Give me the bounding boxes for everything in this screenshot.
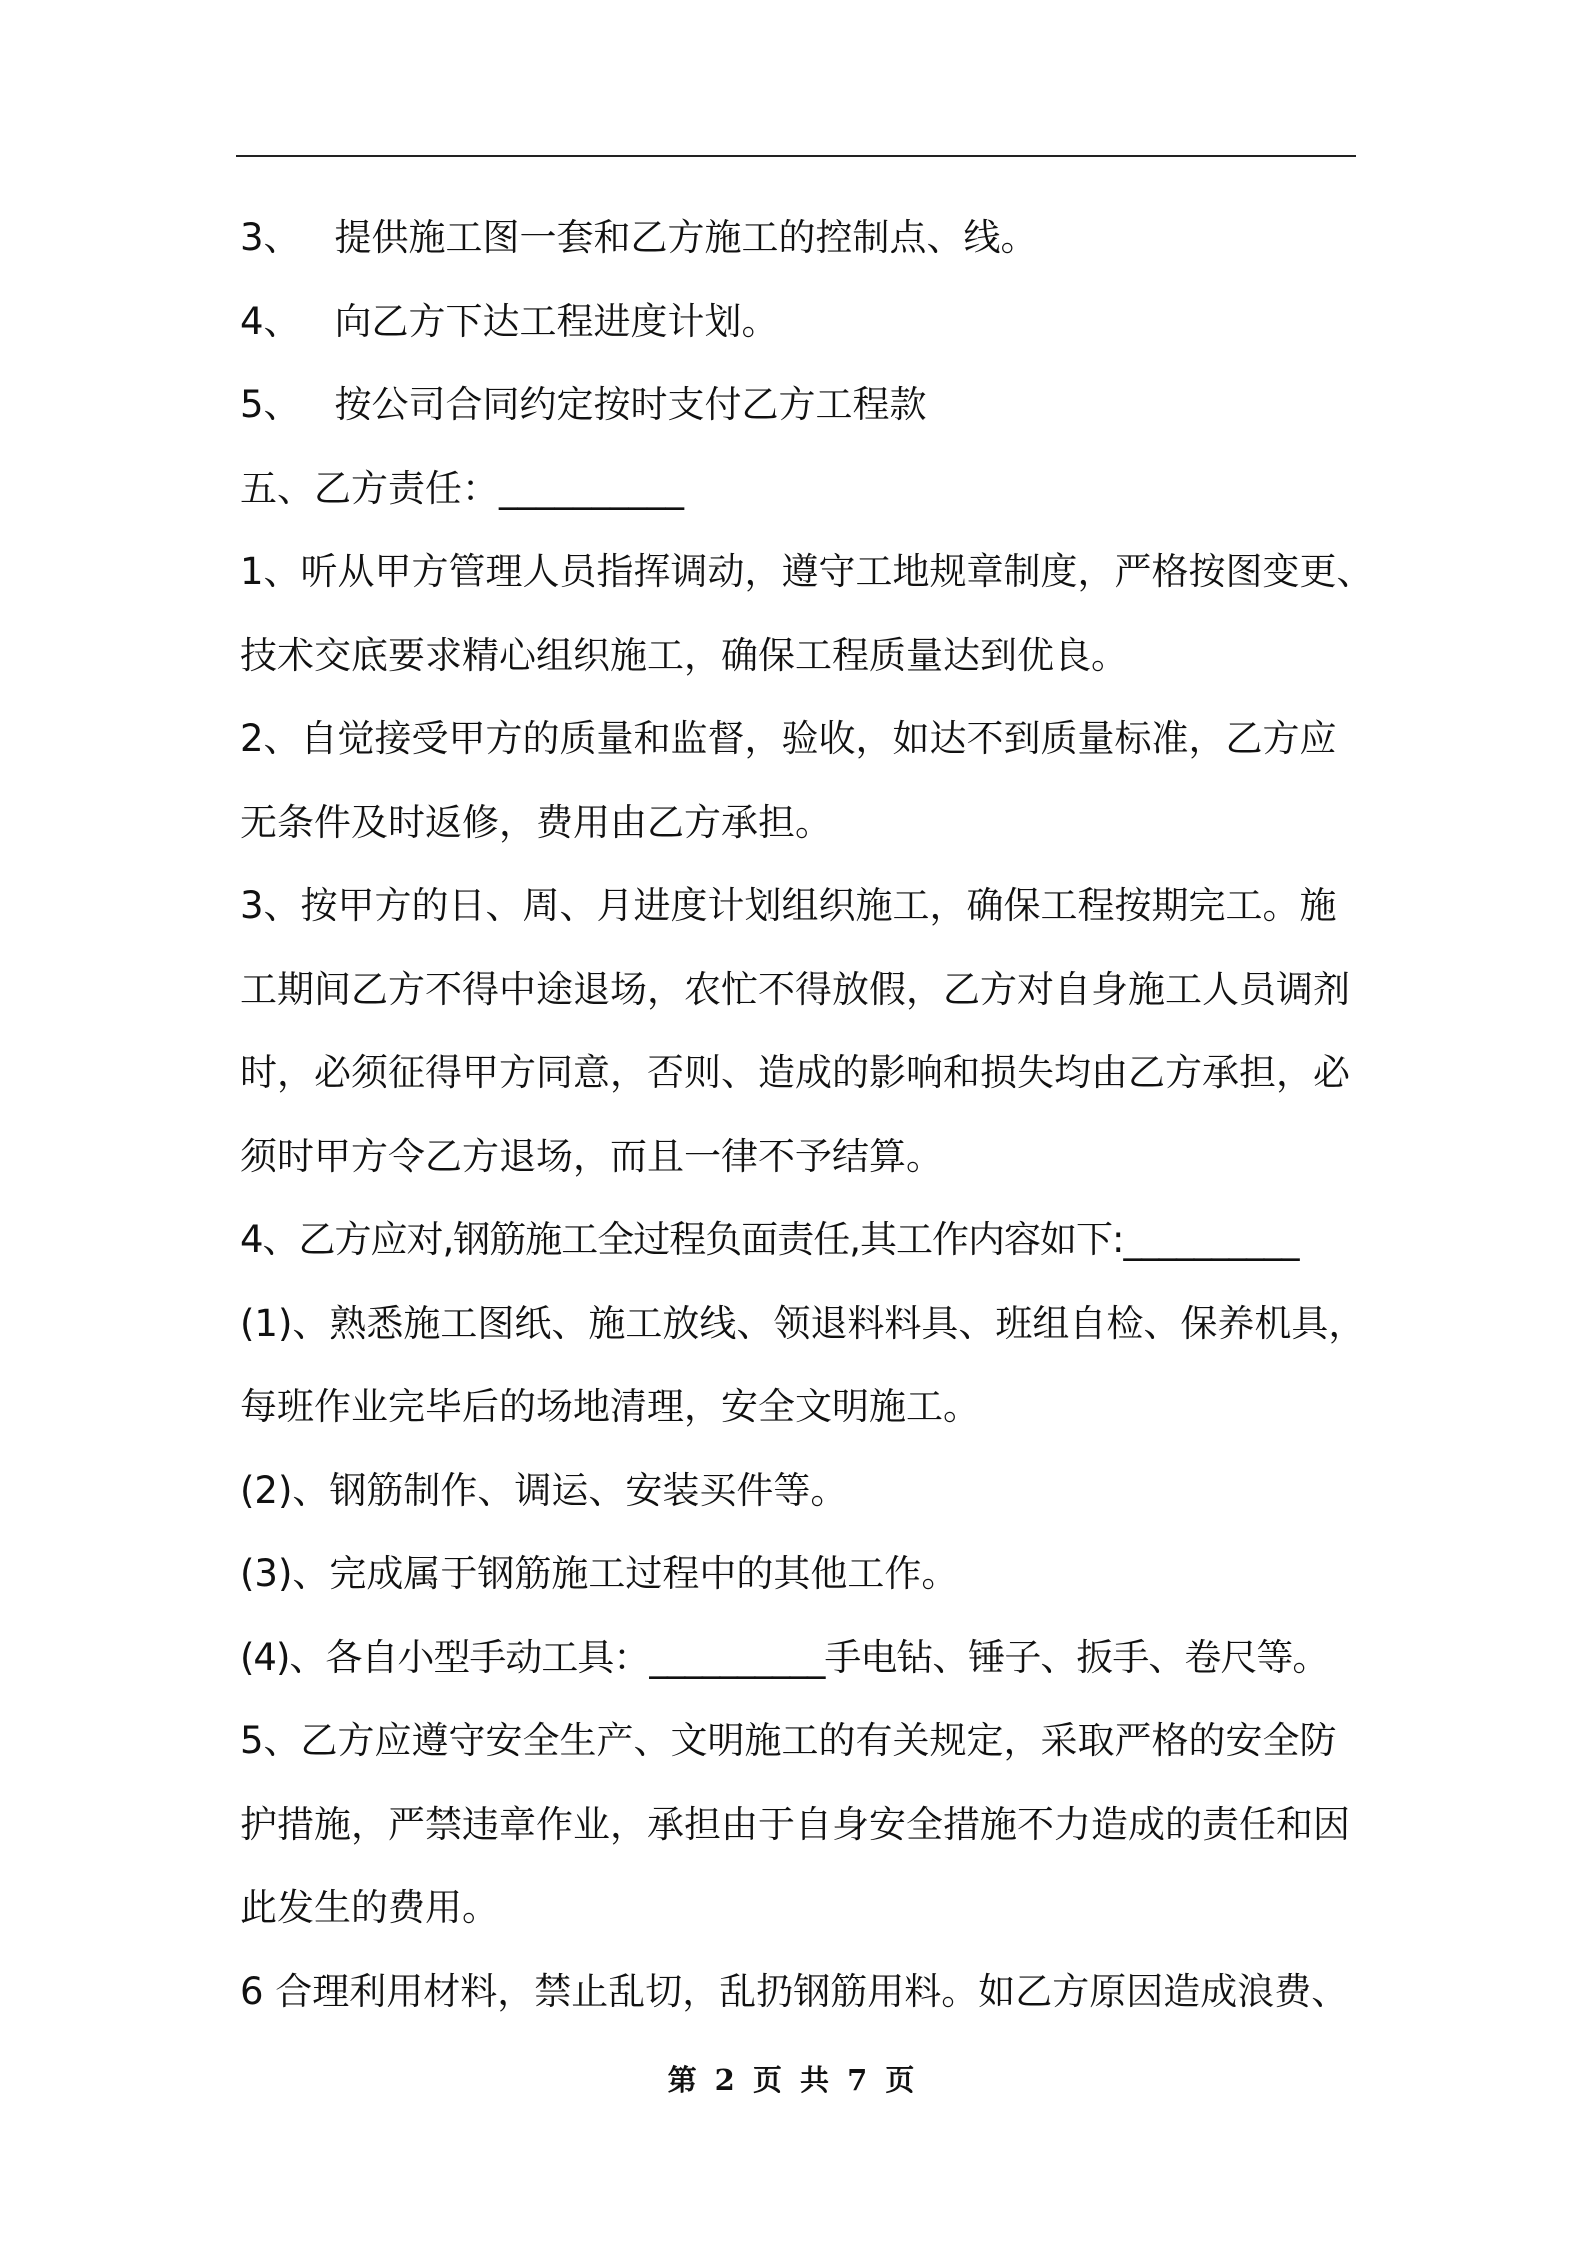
paragraph-line: (4)、各自小型手动工具：__________手电钻、锤子、扳手、卷尺等。 bbox=[240, 1635, 1329, 1679]
paragraph-line: 此发生的费用。 bbox=[240, 1886, 499, 1929]
item-number: 5、 bbox=[240, 383, 301, 426]
paragraph-line: 工期间乙方不得中途退场，农忙不得放假，乙方对自身施工人员调剂 bbox=[240, 967, 1350, 1011]
page-number-footer: 第 2 页 共 7 页 bbox=[667, 2063, 919, 2097]
paragraph-line: (3)、完成属于钢筋施工过程中的其他工作。 bbox=[240, 1552, 959, 1595]
paragraph-line: 时，必须征得甲方同意，否则、造成的影响和损失均由乙方承担，必 bbox=[240, 1051, 1350, 1094]
list-item-5 bbox=[240, 363, 1370, 447]
paragraph-line: 3、按甲方的日、周、月进度计划组织施工，确保工程按期完工。施 bbox=[240, 884, 1337, 927]
section-heading: 五、乙方责任：__________ bbox=[240, 466, 684, 510]
paragraph-line: 无条件及时返修，费用由乙方承担。 bbox=[240, 800, 832, 844]
paragraph-line: 技术交底要求精心组织施工，确保工程质量达到优良。 bbox=[240, 633, 1128, 677]
header-rule bbox=[236, 155, 1356, 157]
paragraph-line: 每班作业完毕后的场地清理，安全文明施工。 bbox=[240, 1385, 980, 1428]
paragraph-line: (2)、钢筋制作、调运、安装买件等。 bbox=[240, 1468, 848, 1512]
item-number: 4、 bbox=[240, 299, 301, 343]
list-item-4 bbox=[240, 280, 1370, 364]
paragraph-line: (1)、熟悉施工图纸、施工放线、领退料料具、班组自检、保养机具， bbox=[240, 1301, 1366, 1345]
item-text: 按公司合同约定按时支付乙方工程款 bbox=[334, 383, 927, 426]
paragraph-line: 1、听从甲方管理人员指挥调动，遵守工地规章制度，严格按图变更、 bbox=[240, 550, 1374, 593]
paragraph-line: 2、自觉接受甲方的质量和监督，验收，如达不到质量标准，乙方应 bbox=[240, 717, 1337, 760]
paragraph-line: 须时甲方令乙方退场，而且一律不予结算。 bbox=[240, 1134, 943, 1178]
paragraph-line: 4、乙方应对,钢筋施工全过程负面责任,其工作内容如下:__________ bbox=[240, 1218, 1299, 1261]
paragraph-line: 5、乙方应遵守安全生产、文明施工的有关规定，采取严格的安全防 bbox=[240, 1719, 1337, 1762]
item-text: 向乙方下达工程进度计划。 bbox=[334, 299, 779, 343]
paragraph-line: 护措施，严禁违章作业，承担由于自身安全措施不力造成的责任和因 bbox=[240, 1802, 1350, 1846]
item-number: 3、 bbox=[240, 216, 301, 259]
paragraph-line: 6 合理利用材料，禁止乱切，乱扔钢筋用料。如乙方原因造成浪费、 bbox=[240, 1969, 1349, 2013]
document-body bbox=[240, 196, 1374, 2033]
item-text: 提供施工图一套和乙方施工的控制点、线。 bbox=[334, 216, 1038, 259]
list-item-3 bbox=[240, 196, 1370, 280]
